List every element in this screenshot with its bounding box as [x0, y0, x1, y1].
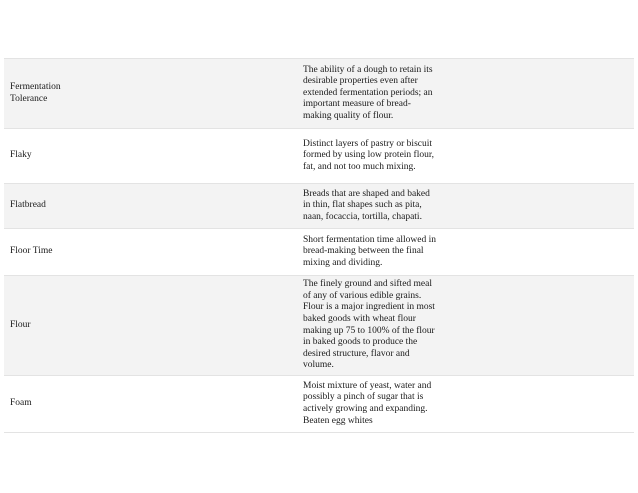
definition-text: The ability of a dough to retain its desirable properties even after extended fermentation periods; an important measure of bread-making quality of flour.	[303, 64, 433, 121]
definition-cell	[300, 276, 634, 376]
term-flour: Flour	[10, 319, 31, 330]
term-flaky: Flaky	[10, 150, 32, 161]
term-cell	[4, 59, 300, 129]
definition-text: Short fermentation time allowed in bread-making between the final mixing and dividing.	[303, 234, 436, 268]
table-row	[4, 184, 634, 229]
term-cell	[4, 229, 300, 276]
term-fermentation-tolerance: Fermentation Tolerance	[10, 81, 61, 104]
table-row	[4, 276, 634, 376]
definition-cell	[300, 59, 634, 129]
definition-text: The finely ground and sifted meal of any of various edible grains. Flour is a major ingredient in most baked goods with wheat flour making up 75 to 100% of the flour in baked goods to produce the desired structure, flavor and volume.	[303, 279, 435, 371]
definition-text: Breads that are shaped and baked in thin, flat shapes such as pita, naan, focaccia, tortilla, chapati.	[303, 188, 430, 222]
term-cell	[4, 129, 300, 184]
definition-cell	[300, 376, 634, 433]
definition-cell	[300, 129, 634, 184]
table-row	[4, 59, 634, 129]
term-foam: Foam	[10, 398, 32, 409]
term-cell	[4, 276, 300, 376]
definition-cell	[300, 229, 634, 276]
term-flatbread: Flatbread	[10, 200, 46, 211]
term-cell	[4, 376, 300, 433]
term-cell	[4, 184, 300, 229]
table-row	[4, 229, 634, 276]
definition-text: Distinct layers of pastry or biscuit formed by using low protein flour, fat, and not too much mixing.	[303, 138, 435, 172]
definition-cell	[300, 184, 634, 229]
table-row	[4, 129, 634, 184]
definition-text: Moist mixture of yeast, water and possibly a pinch of sugar that is actively growing and expanding. Beaten egg whites	[303, 380, 432, 426]
term-floor-time: Floor Time	[10, 246, 53, 257]
glossary-table	[4, 58, 634, 433]
table-row	[4, 376, 634, 433]
